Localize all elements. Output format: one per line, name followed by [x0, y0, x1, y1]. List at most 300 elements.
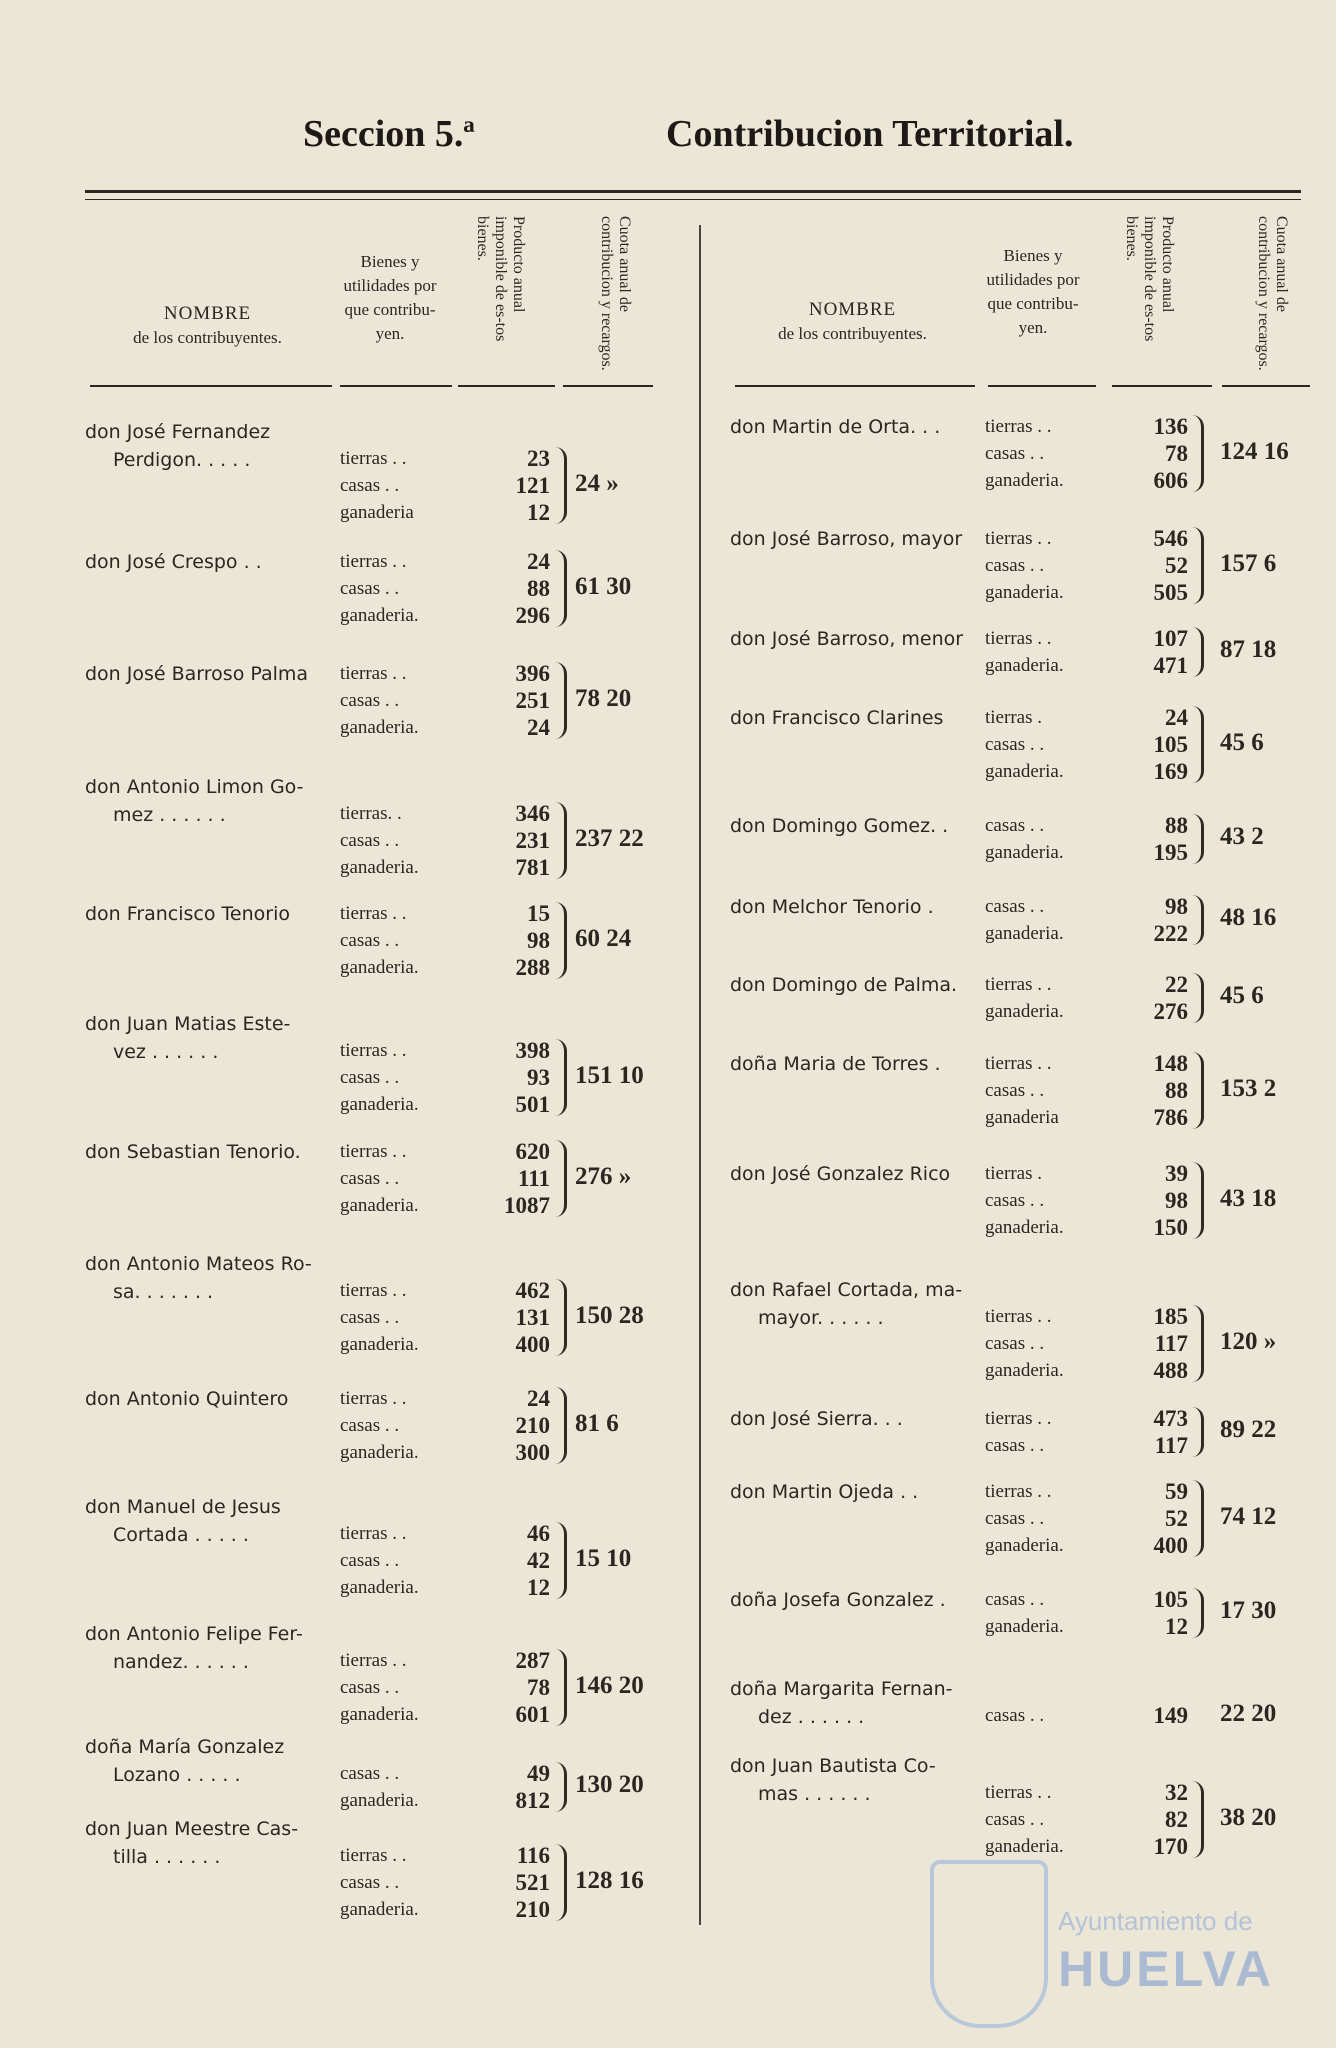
asset-type: ganaderia. [340, 1790, 419, 1811]
contributor-entry [85, 1733, 685, 1813]
asset-value: 78 [1165, 441, 1188, 466]
contributor-entry [730, 1478, 1330, 1558]
contributor-entry [730, 1050, 1330, 1130]
contributor-entry [730, 413, 1330, 493]
asset-value: 52 [1165, 553, 1188, 578]
right-column-header [730, 210, 1310, 390]
coat-of-arms-icon [930, 1860, 1048, 2028]
header-producto: Producto anual imponible de es-tos bienes. [474, 216, 527, 342]
contributor-name [730, 1675, 953, 1731]
asset-value: 620 [515, 1139, 550, 1164]
section-title: Seccion 5.ª [303, 113, 475, 155]
asset-type: casas . . [985, 1435, 1045, 1456]
asset-type: tierras . [985, 707, 1042, 728]
asset-value: 169 [1153, 759, 1188, 784]
contributor-entry [730, 1276, 1330, 1383]
asset-value-list [470, 445, 550, 526]
asset-type: casas . . [340, 1168, 400, 1189]
brace-icon [1192, 1052, 1204, 1129]
contributor-name-line: don Sebastian Tenorio. [85, 1141, 301, 1163]
asset-value: 521 [515, 1870, 550, 1895]
asset-value: 105 [1153, 732, 1188, 757]
heading-rule [85, 190, 1301, 200]
annual-quota: 60 24 [575, 924, 632, 952]
asset-value: 98 [1165, 894, 1188, 919]
asset-value: 32 [1165, 1780, 1188, 1805]
asset-type: tierras . . [340, 551, 407, 572]
annual-quota: 45 6 [1220, 982, 1264, 1009]
annual-quota: 81 6 [575, 1409, 619, 1437]
asset-value-list [470, 1037, 550, 1118]
header-nombre [730, 298, 975, 346]
asset-value: 12 [527, 1575, 550, 1600]
contributor-name [730, 1276, 962, 1332]
asset-type-list [985, 1478, 1064, 1559]
asset-value-list [1108, 625, 1188, 679]
contributor-entry [85, 1385, 685, 1465]
asset-type-list [340, 1037, 419, 1118]
contributor-name [85, 548, 262, 576]
asset-value: 781 [515, 855, 550, 880]
contributor-name [730, 1478, 918, 1506]
asset-type: casas . . [985, 815, 1045, 836]
asset-type: tierras . . [985, 416, 1052, 437]
contributor-name-line: don Antonio Mateos Ro- [85, 1253, 312, 1275]
annual-quota: 43 2 [1220, 823, 1264, 850]
asset-type: casas . . [340, 1067, 400, 1088]
brace-icon [1192, 1588, 1204, 1638]
asset-value-list [470, 660, 550, 741]
brace-icon [555, 550, 567, 627]
asset-type: casas . . [340, 1415, 400, 1436]
asset-value-list [1108, 1160, 1188, 1241]
header-nombre [85, 302, 330, 350]
annual-quota: 43 18 [1220, 1184, 1277, 1212]
asset-value-list [1108, 1405, 1188, 1459]
asset-type: casas . . [340, 1307, 400, 1328]
asset-type: tierras . . [985, 628, 1052, 649]
asset-type: tierras . . [340, 1523, 407, 1544]
document-title: Contribucion Territorial. [666, 113, 1074, 155]
contributor-name [85, 900, 290, 928]
asset-type: casas . . [985, 1508, 1045, 1529]
asset-value: 400 [515, 1332, 550, 1357]
asset-value: 39 [1165, 1161, 1188, 1186]
asset-type: tierras . . [340, 1845, 407, 1866]
asset-value-list [1108, 525, 1188, 606]
asset-value: 22 [1165, 972, 1188, 997]
asset-value: 117 [1154, 1433, 1188, 1458]
contributor-name-line: don Domingo de Palma. [730, 974, 958, 996]
asset-value: 300 [515, 1440, 550, 1465]
asset-type: ganaderia. [985, 842, 1064, 863]
contributor-entry [85, 548, 685, 628]
header-cuota: Cuota anual de contribucion y recargos. [1255, 216, 1290, 371]
contributor-entry [730, 525, 1330, 605]
asset-value: 121 [515, 473, 550, 498]
asset-type: tierras . . [985, 1306, 1052, 1327]
left-column-header [85, 210, 680, 390]
asset-type: tierras . . [985, 974, 1052, 995]
asset-value: 473 [1153, 1406, 1188, 1431]
brace-icon [1192, 1162, 1204, 1239]
brace-icon [555, 447, 567, 524]
contributor-name-line: mez . . . . . . [113, 804, 226, 826]
asset-value: 812 [515, 1788, 550, 1813]
contributor-name-line: don José Crespo . . [85, 551, 262, 573]
contributor-name [730, 893, 934, 921]
brace-icon [1192, 527, 1204, 604]
asset-value-list [1108, 413, 1188, 494]
contributor-name [730, 971, 957, 999]
contributor-entry [85, 660, 685, 740]
asset-type: tierras . . [985, 1782, 1052, 1803]
contributor-name-line: don Antonio Limon Go- [85, 776, 304, 798]
contributor-name-line: don Juan Matias Este- [85, 1013, 291, 1035]
contributor-name-line: Cortada . . . . . [113, 1524, 249, 1546]
brace-icon [1192, 895, 1204, 945]
contributor-entry [85, 1010, 685, 1117]
contributor-name [730, 525, 962, 553]
brace-icon [555, 1762, 567, 1812]
asset-type-list [340, 1647, 419, 1728]
asset-value: 149 [1153, 1703, 1188, 1728]
contributor-entry [85, 1815, 685, 1922]
asset-value: 210 [515, 1413, 550, 1438]
brace-icon [1192, 973, 1204, 1023]
brace-icon [1192, 1305, 1204, 1382]
brace-icon [1192, 627, 1204, 677]
asset-value: 400 [1153, 1533, 1188, 1558]
brace-icon [555, 1649, 567, 1726]
contributor-name [730, 1050, 941, 1078]
contributor-entry [730, 893, 1330, 946]
header-nombre-bottom: de los contribuyentes. [778, 324, 927, 343]
asset-value: 136 [1153, 414, 1188, 439]
asset-type: ganaderia. [985, 1217, 1064, 1238]
asset-value: 210 [515, 1897, 550, 1922]
contributor-entry [85, 1250, 685, 1357]
contributor-name-line: mayor. . . . . . [758, 1307, 884, 1329]
asset-value: 49 [527, 1761, 550, 1786]
brace-icon [555, 662, 567, 739]
contributor-name [85, 1733, 284, 1789]
asset-type-list [985, 1050, 1059, 1131]
asset-value: 786 [1153, 1105, 1188, 1130]
header-nombre-top: NOMBRE [808, 299, 897, 320]
asset-value-list [1108, 1702, 1188, 1729]
asset-value: 82 [1165, 1807, 1188, 1832]
asset-value: 170 [1153, 1834, 1188, 1859]
asset-type: casas . . [985, 734, 1045, 755]
contributor-name [730, 413, 940, 441]
asset-type-list [340, 1138, 419, 1219]
contributor-name [85, 773, 304, 829]
asset-type-list [340, 1842, 419, 1923]
column-divider [699, 225, 701, 1925]
contributor-name-line: don Juan Bautista Co- [730, 1755, 936, 1777]
annual-quota: 120 » [1220, 1327, 1277, 1355]
asset-type: ganaderia. [340, 717, 419, 738]
asset-value-list [1108, 1586, 1188, 1640]
asset-type: ganaderia. [985, 761, 1064, 782]
asset-type: ganaderia. [985, 655, 1064, 676]
asset-type-list [985, 812, 1064, 866]
asset-value-list [470, 1760, 550, 1814]
annual-quota: 78 20 [575, 684, 632, 712]
contributor-name-line: doña Maria de Torres . [730, 1053, 941, 1075]
asset-type: casas . . [985, 1190, 1045, 1211]
asset-value: 107 [1153, 626, 1188, 651]
asset-value: 501 [515, 1092, 550, 1117]
asset-type: ganaderia. [985, 923, 1064, 944]
asset-type: casas . . [340, 830, 400, 851]
brace-icon [555, 1522, 567, 1599]
asset-value: 24 [527, 549, 550, 574]
asset-type-list [340, 1520, 419, 1601]
contributor-name-line: Lozano . . . . . [113, 1764, 241, 1786]
asset-type: tierras . . [985, 1053, 1052, 1074]
asset-value: 88 [1165, 1078, 1188, 1103]
asset-type: casas . . [340, 1763, 400, 1784]
asset-type: tierras . . [340, 1650, 407, 1671]
asset-value-list [470, 1385, 550, 1466]
brace-icon [1192, 415, 1204, 492]
asset-value: 88 [527, 576, 550, 601]
asset-value-list [1108, 1303, 1188, 1384]
asset-type: tierras . . [340, 1280, 407, 1301]
asset-type: ganaderia. [340, 605, 419, 626]
contributor-name [85, 1250, 312, 1306]
annual-quota: 48 16 [1220, 904, 1277, 931]
asset-value-list [470, 548, 550, 629]
contributor-name [85, 1620, 303, 1676]
asset-type: ganaderia. [985, 1616, 1064, 1637]
annual-quota: 157 6 [1220, 549, 1277, 577]
contributor-name-line: don Martin de Orta. . . [730, 416, 941, 438]
asset-type-list [985, 893, 1064, 947]
asset-value: 462 [515, 1278, 550, 1303]
contributor-entry [730, 971, 1330, 1024]
asset-type: tierras . . [340, 903, 407, 924]
contributor-name [730, 1405, 903, 1433]
asset-value: 117 [1154, 1331, 1188, 1356]
contributor-entry [730, 1752, 1330, 1859]
asset-value: 24 [527, 1386, 550, 1411]
asset-value: 288 [515, 955, 550, 980]
annual-quota: 45 6 [1220, 728, 1264, 756]
asset-type: tierras . . [985, 1481, 1052, 1502]
contributor-name-line: nandez. . . . . . [113, 1651, 249, 1673]
asset-type-list [340, 1385, 419, 1466]
asset-value: 150 [1153, 1215, 1188, 1240]
asset-value: 1087 [504, 1193, 550, 1218]
contributor-name [730, 1160, 950, 1188]
contributor-name [730, 625, 963, 653]
asset-value: 78 [527, 1675, 550, 1700]
asset-type: casas . . [985, 1809, 1045, 1830]
asset-type: ganaderia. [340, 1577, 419, 1598]
watermark-line2: HUELVA [1058, 1941, 1275, 1997]
asset-value: 546 [1153, 526, 1188, 551]
contributor-name [730, 704, 943, 732]
asset-type: tierras . [985, 1163, 1042, 1184]
brace-icon [1192, 814, 1204, 864]
asset-type: ganaderia. [985, 470, 1064, 491]
asset-value-list [1108, 1050, 1188, 1131]
asset-value: 15 [527, 901, 550, 926]
contributor-entry [730, 812, 1330, 865]
asset-value: 93 [527, 1065, 550, 1090]
asset-type-list [340, 1277, 419, 1358]
asset-type: casas . . [985, 443, 1045, 464]
contributor-name-line: don Manuel de Jesus [85, 1496, 281, 1518]
asset-type-list [985, 625, 1064, 679]
asset-type-list [985, 704, 1064, 785]
asset-type: casas . . [985, 896, 1045, 917]
contributor-entry [730, 1586, 1330, 1639]
asset-type: ganaderia. [340, 857, 419, 878]
asset-type-list [985, 1586, 1064, 1640]
contributor-name [85, 1385, 288, 1413]
asset-value: 98 [1165, 1188, 1188, 1213]
contributor-name-line: don José Barroso Palma [85, 663, 309, 685]
contributor-name-line: don Francisco Tenorio [85, 903, 290, 925]
contributor-name [85, 660, 308, 688]
asset-value: 52 [1165, 1506, 1188, 1531]
header-bienes: Bienes y utilidades por que contribu-yen. [343, 252, 437, 343]
contributor-entry [730, 1405, 1330, 1458]
contributor-entry [85, 1620, 685, 1727]
asset-type: casas . . [340, 475, 400, 496]
header-nombre-top: NOMBRE [163, 303, 252, 324]
contributor-entry [730, 1675, 1330, 1728]
header-nombre-bottom: de los contribuyentes. [133, 328, 282, 347]
annual-quota: 87 18 [1220, 636, 1277, 663]
asset-type-list [340, 1760, 419, 1814]
contributor-name [85, 1138, 301, 1166]
header-cuota: Cuota anual de contribucion y recargos. [598, 216, 633, 371]
asset-type: tierras . . [985, 1408, 1052, 1429]
annual-quota: 24 » [575, 469, 619, 497]
asset-value: 24 [1165, 705, 1188, 730]
annual-quota: 146 20 [575, 1671, 644, 1699]
asset-type: ganaderia. [985, 582, 1064, 603]
asset-type: tierras . . [340, 1388, 407, 1409]
asset-value: 287 [515, 1648, 550, 1673]
annual-quota: 74 12 [1220, 1502, 1277, 1530]
asset-type: ganaderia. [340, 957, 419, 978]
contributor-entry [85, 418, 685, 525]
asset-type: tierras . . [985, 528, 1052, 549]
asset-type-list [340, 900, 419, 981]
asset-type: casas . . [340, 1550, 400, 1571]
asset-type-list [340, 445, 414, 526]
annual-quota: 151 10 [575, 1061, 644, 1089]
contributor-name-line: don José Sierra. . . [730, 1408, 903, 1430]
contributor-name [730, 1586, 946, 1614]
asset-value-list [1108, 971, 1188, 1025]
asset-value: 23 [527, 446, 550, 471]
asset-value: 59 [1165, 1479, 1188, 1504]
contributor-entry [730, 704, 1330, 784]
asset-type: ganaderia. [985, 1360, 1064, 1381]
contributor-name-line: Perdigon. . . . . [113, 449, 251, 471]
asset-type: ganaderia. [340, 1704, 419, 1725]
brace-icon [555, 902, 567, 979]
brace-icon [555, 1844, 567, 1921]
asset-type-list [985, 1160, 1064, 1241]
asset-value-list [1108, 704, 1188, 785]
asset-value-list [1108, 893, 1188, 947]
contributor-entry [85, 1493, 685, 1600]
brace-icon [1192, 1407, 1204, 1457]
asset-value: 185 [1153, 1304, 1188, 1329]
contributor-name-line: don José Barroso, menor [730, 628, 964, 650]
asset-type: ganaderia. [985, 1836, 1064, 1857]
asset-type: tierras . . [340, 448, 407, 469]
asset-value-list [470, 1277, 550, 1358]
asset-type: casas . . [340, 1872, 400, 1893]
asset-type: ganaderia [340, 502, 414, 523]
brace-icon [1192, 706, 1204, 783]
asset-type-list [985, 971, 1064, 1025]
watermark-line1: Ayuntamiento de [1058, 1906, 1253, 1936]
contributor-name-line: tilla . . . . . . [113, 1846, 221, 1868]
asset-value: 296 [515, 603, 550, 628]
contributor-name-line: don José Fernandez [85, 421, 271, 443]
asset-type: tierras . . [340, 1040, 407, 1061]
asset-type-list [985, 1702, 1044, 1729]
asset-value: 606 [1153, 468, 1188, 493]
asset-type-list [985, 525, 1064, 606]
contributor-name-line: vez . . . . . . [113, 1041, 219, 1063]
watermark [930, 1840, 1300, 2040]
contributor-name [730, 812, 948, 840]
asset-value-list [470, 900, 550, 981]
asset-type: casas . . [985, 1333, 1045, 1354]
asset-type-list [340, 660, 419, 741]
asset-value: 195 [1153, 840, 1188, 865]
asset-value: 396 [515, 661, 550, 686]
brace-icon [555, 802, 567, 879]
asset-value: 505 [1153, 580, 1188, 605]
asset-value: 12 [1165, 1614, 1188, 1639]
contributor-name-line: don Juan Meestre Cas- [85, 1818, 299, 1840]
annual-quota: 130 20 [575, 1771, 644, 1798]
contributor-name-line: don Melchor Tenorio . [730, 896, 934, 918]
annual-quota: 15 10 [575, 1544, 632, 1572]
asset-type-list [340, 548, 419, 629]
asset-value-list [1108, 812, 1188, 866]
asset-type: tierras . . [340, 1141, 407, 1162]
asset-value-list [1108, 1478, 1188, 1559]
contributor-name-line: don Martin Ojeda . . [730, 1481, 919, 1503]
asset-value-list [470, 1647, 550, 1728]
asset-value: 111 [518, 1166, 550, 1191]
asset-type: casas . . [340, 930, 400, 951]
contributor-name-line: don José Gonzalez Rico [730, 1163, 951, 1185]
contributor-name-line: sa. . . . . . . [113, 1281, 214, 1303]
asset-value: 488 [1153, 1358, 1188, 1383]
contributor-name-line: don Antonio Quintero [85, 1388, 289, 1410]
asset-type: casas . . [985, 1705, 1045, 1726]
asset-type: ganaderia. [340, 1094, 419, 1115]
page-heading [0, 112, 1336, 162]
asset-value: 131 [515, 1305, 550, 1330]
contributor-entry [85, 773, 685, 880]
contributor-name [85, 1493, 281, 1549]
